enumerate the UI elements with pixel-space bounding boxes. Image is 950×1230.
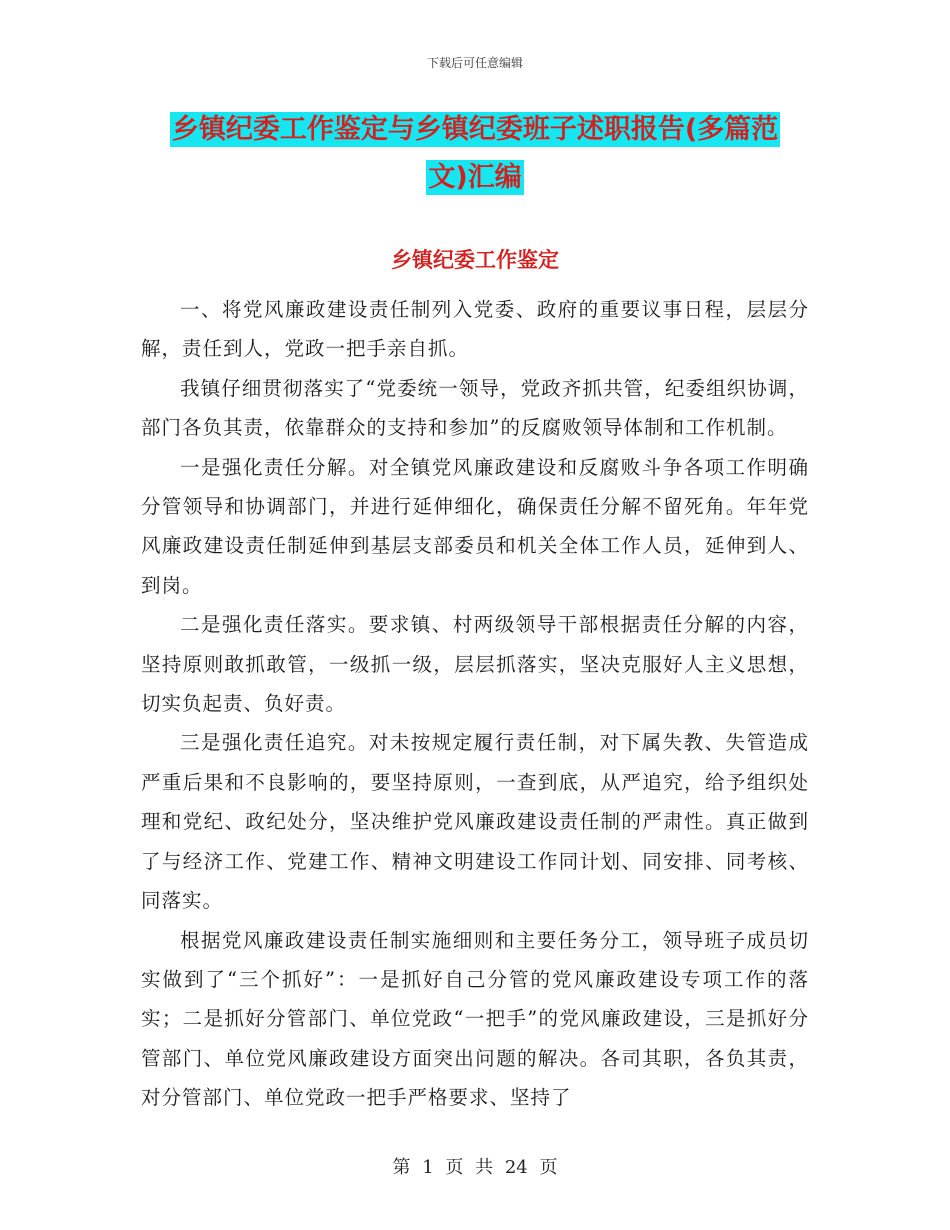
document-body <box>141 290 809 1118</box>
paragraph: 根据党风廉政建设责任制实施细则和主要任务分工，领导班子成员切实做到了“三个抓好”：一是抓好自己分管的党风廉政建设专项工作的落实；二是抓好分管部门、单位党政“一把手”的党风廉政建设，三是抓好分管部门、单位党风廉政建设方面突出问题的解决。各司其职，各负其责，对分管部门、单位党政一把手严格要求、坚持了 <box>141 928 809 1110</box>
document-title <box>140 106 810 202</box>
page-number: 第 1 页 共 24 页 <box>392 1157 558 1178</box>
paragraph: 一是强化责任分解。对全镇党风廉政建设和反腐败斗争各项工作明确分管领导和协调部门，并进行延伸细化，确保责任分解不留死角。年年党风廉政建设责任制延伸到基层支部委员和机关全体工作人员，延伸到人、到岗。 <box>141 455 809 597</box>
title-line-2: 文)汇编 <box>428 162 522 193</box>
paragraph: 我镇仔细贯彻落实了“党委统一领导，党政齐抓共管，纪委组织协调，部门各负其责，依靠群众的支持和参加”的反腐败领导体制和工作机制。 <box>141 376 809 440</box>
section-title: 乡镇纪委工作鉴定 <box>391 248 559 272</box>
paragraph: 一、将党风廉政建设责任制列入党委、政府的重要议事日程，层层分解，责任到人，党政一把手亲自抓。 <box>141 298 809 361</box>
header-note: 下载后可任意编辑 <box>426 56 523 70</box>
paragraph: 二是强化责任落实。要求镇、村两级领导干部根据责任分解的内容，坚持原则敢抓敢管，一级抓一级，层层抓落实，坚决克服好人主义思想，切实负起责、负好责。 <box>141 613 809 716</box>
paragraph: 三是强化责任追究。对未按规定履行责任制，对下属失教、失管造成严重后果和不良影响的，要坚持原则，一查到底，从严追究，给予组织处理和党纪、政纪处分，坚决维护党风廉政建设责任制的严肃性。真正做到了与经济工作、党建工作、精神文明建设工作同计划、同安排、同考核、同落实。 <box>141 731 809 913</box>
title-line-1: 乡镇纪委工作鉴定与乡镇纪委班子述职报告(多篇范 <box>171 114 779 145</box>
